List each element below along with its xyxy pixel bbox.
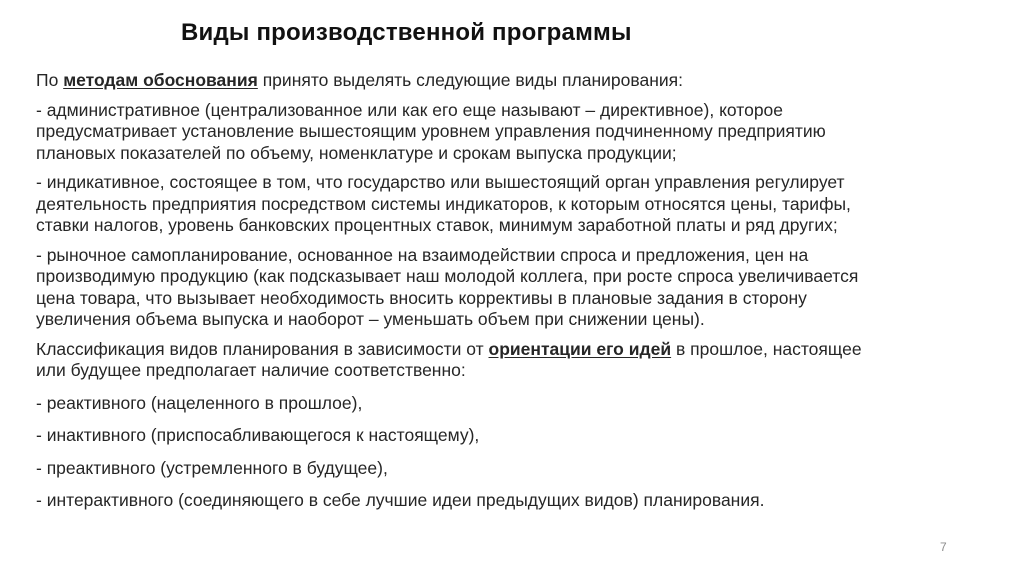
slide-title: Виды производственной программы	[181, 19, 632, 46]
orientation-item: - интерактивного (соединяющего в себе лучшие идеи предыдущих видов) планирования.	[36, 490, 765, 510]
intro-text-after: принято выделять следующие виды планирования:	[257, 70, 683, 90]
orientation-item: - преактивного (устремленного в будущее),	[36, 457, 388, 478]
intro-emphasis: методам обоснования	[63, 70, 258, 90]
orientation-item: - реактивного (нацеленного в прошлое),	[36, 392, 363, 413]
classification-text-before: Классификация видов планирования в зависимости от	[36, 338, 489, 359]
classification-paragraph	[36, 339, 896, 382]
slide-content	[36, 70, 896, 523]
classification-text-after: в прошлое, настоящее или будущее предполагает наличие соответственно:	[36, 338, 862, 380]
planning-type-item: - рыночное самопланирование, основанное на взаимодействии спроса и предложения, цен на производимую продукцию (как подсказывает наш молодой коллега, при росте спроса увеличивается цена товара, что вызывает необходимость вносить коррективы в плановые задания в сторону увеличения объема выпуска и наоборот – уменьшать объем при снижении цены).	[36, 244, 859, 329]
intro-paragraph	[36, 70, 896, 92]
intro-text-before: По	[36, 70, 64, 90]
page-number: 7	[940, 540, 947, 554]
planning-type-item: - административное (централизованное или как его еще называют – директивное), которое предусматривает установление вышестоящим уровнем управления подчиненному предприятию плановых показателей по объему, номенклатуре и срокам выпуска продукции;	[36, 99, 826, 163]
planning-type-item: - индикативное, состоящее в том, что государство или вышестоящий орган управления регулирует деятельность предприятия посредством системы индикаторов, к которым относятся цены, тарифы, ставки налогов, уровень банковских процентных ставок, минимум заработной платы и ряд других;	[36, 172, 851, 235]
classification-emphasis: ориентации его идей	[488, 338, 672, 359]
orientation-item: - инактивного (приспосабливающегося к настоящему),	[36, 425, 480, 445]
